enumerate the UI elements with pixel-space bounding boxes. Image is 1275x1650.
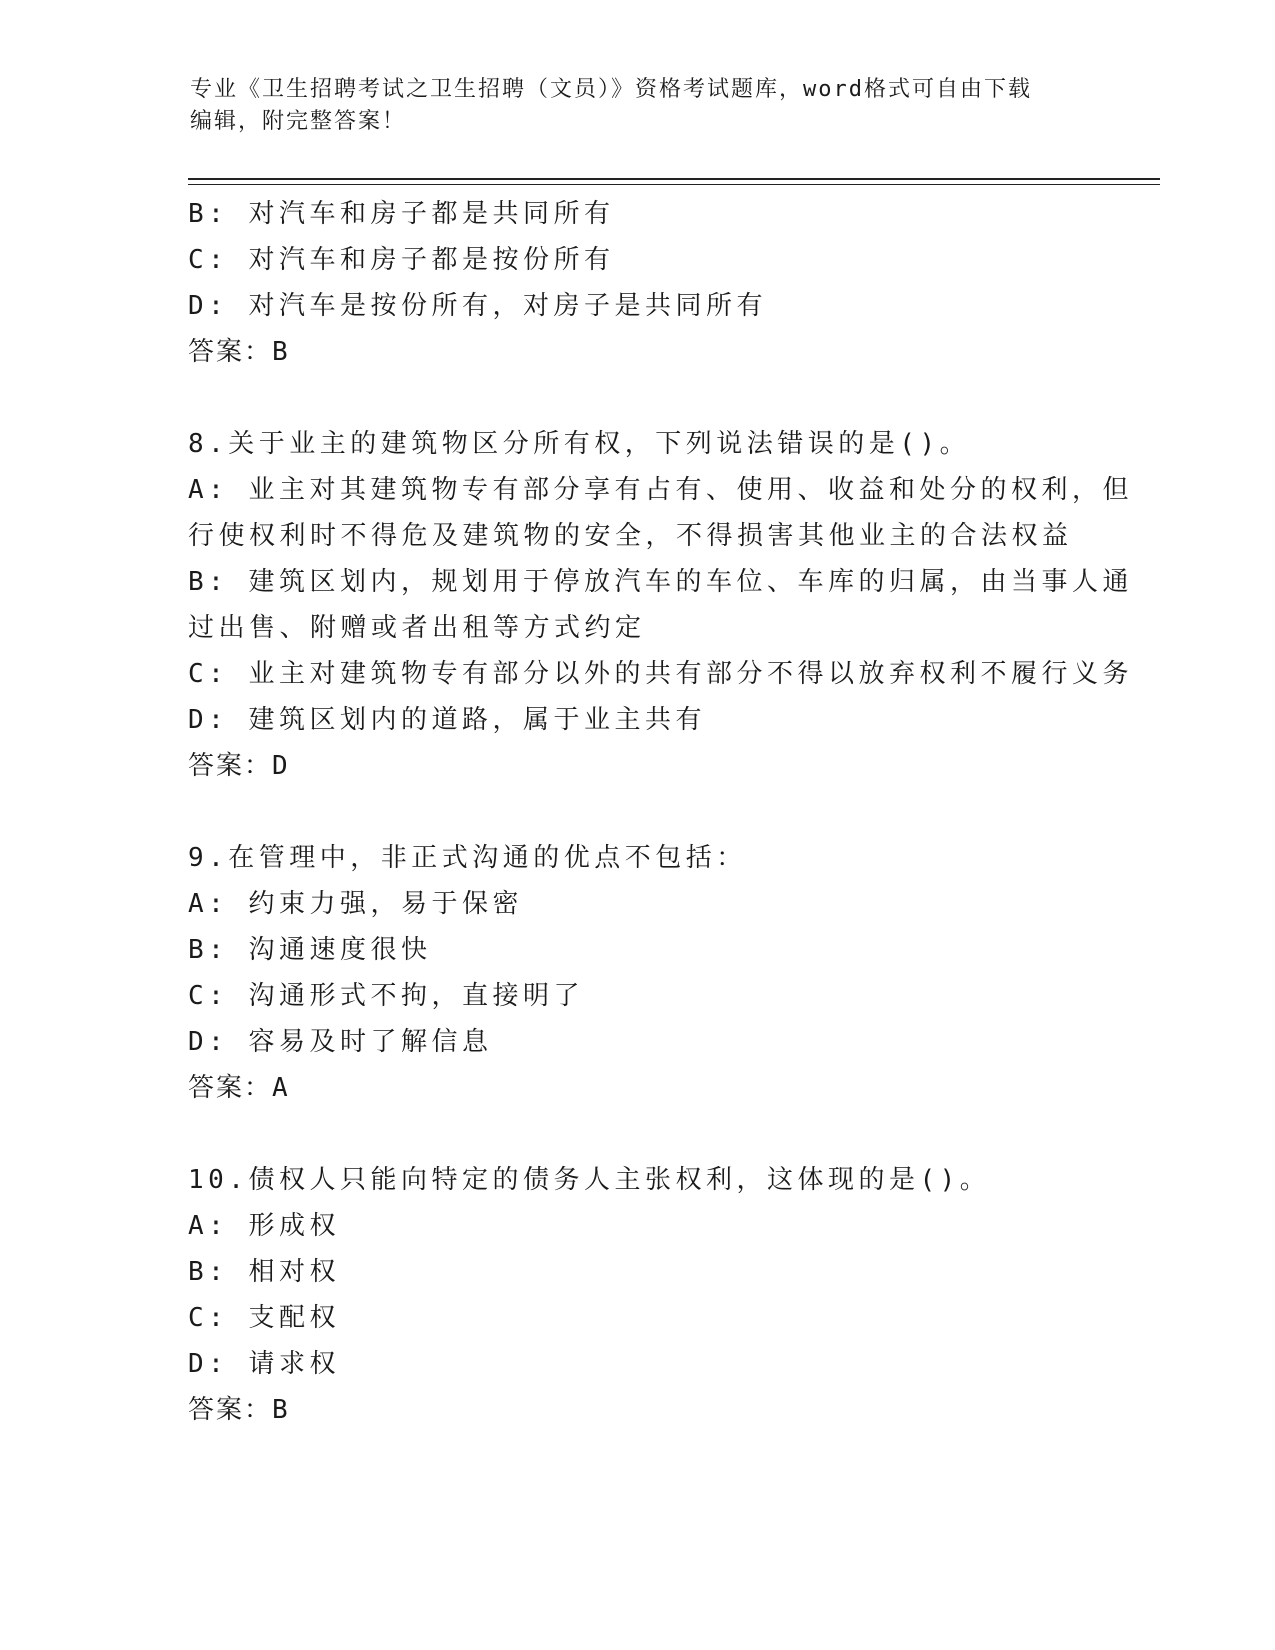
option-b: B: 相对权	[188, 1257, 340, 1287]
question-stem: 9.在管理中，非正式沟通的优点不包括：	[188, 843, 747, 873]
option-a: A: 形成权	[188, 1211, 340, 1241]
option-a-continued: 行使权利时不得危及建筑物的安全，不得损害其他业主的合法权益	[188, 521, 1073, 551]
question-list	[188, 191, 1133, 1433]
document-header	[190, 74, 1090, 138]
answer: 答案：D	[188, 751, 290, 781]
question-8	[188, 421, 1133, 789]
answer: 答案：A	[188, 1073, 290, 1103]
option-b: B: 建筑区划内，规划用于停放汽车的车位、车库的归属，由当事人通	[188, 567, 1133, 597]
option-c: C: 业主对建筑物专有部分以外的共有部分不得以放弃权利不履行义务	[188, 659, 1133, 689]
header-rule-thick	[188, 178, 1160, 180]
answer: 答案：B	[188, 1395, 290, 1425]
question-stem: 10.债权人只能向特定的债务人主张权利，这体现的是()。	[188, 1165, 991, 1195]
header-line-1: 专业《卫生招聘考试之卫生招聘（文员）》资格考试题库，word格式可自由下载	[190, 77, 1032, 102]
option-d: D: 建筑区划内的道路，属于业主共有	[188, 705, 706, 735]
option-d: D: 请求权	[188, 1349, 340, 1379]
question-9	[188, 835, 1088, 1111]
option-b-continued: 过出售、附赠或者出租等方式约定	[188, 613, 646, 643]
option-b: B: 对汽车和房子都是共同所有	[188, 199, 615, 229]
option-c: C: 对汽车和房子都是按份所有	[188, 245, 615, 275]
header-line-2: 编辑，附完整答案！	[190, 109, 407, 134]
option-b: B: 沟通速度很快	[188, 935, 432, 965]
option-d: D: 容易及时了解信息	[188, 1027, 493, 1057]
option-a: A: 业主对其建筑物专有部分享有占有、使用、收益和处分的权利，但	[188, 475, 1133, 505]
spacer	[188, 789, 1088, 835]
option-d: D: 对汽车是按份所有，对房子是共同所有	[188, 291, 767, 321]
spacer	[188, 375, 1088, 421]
header-rule-thin	[188, 184, 1160, 185]
answer: 答案：B	[188, 337, 290, 367]
question-stem: 8.关于业主的建筑物区分所有权，下列说法错误的是()。	[188, 429, 971, 459]
option-c: C: 支配权	[188, 1303, 340, 1333]
question-7-tail	[188, 191, 1088, 375]
option-c: C: 沟通形式不拘，直接明了	[188, 981, 584, 1011]
option-a: A: 约束力强，易于保密	[188, 889, 523, 919]
question-10	[188, 1157, 1088, 1433]
spacer	[188, 1111, 1088, 1157]
